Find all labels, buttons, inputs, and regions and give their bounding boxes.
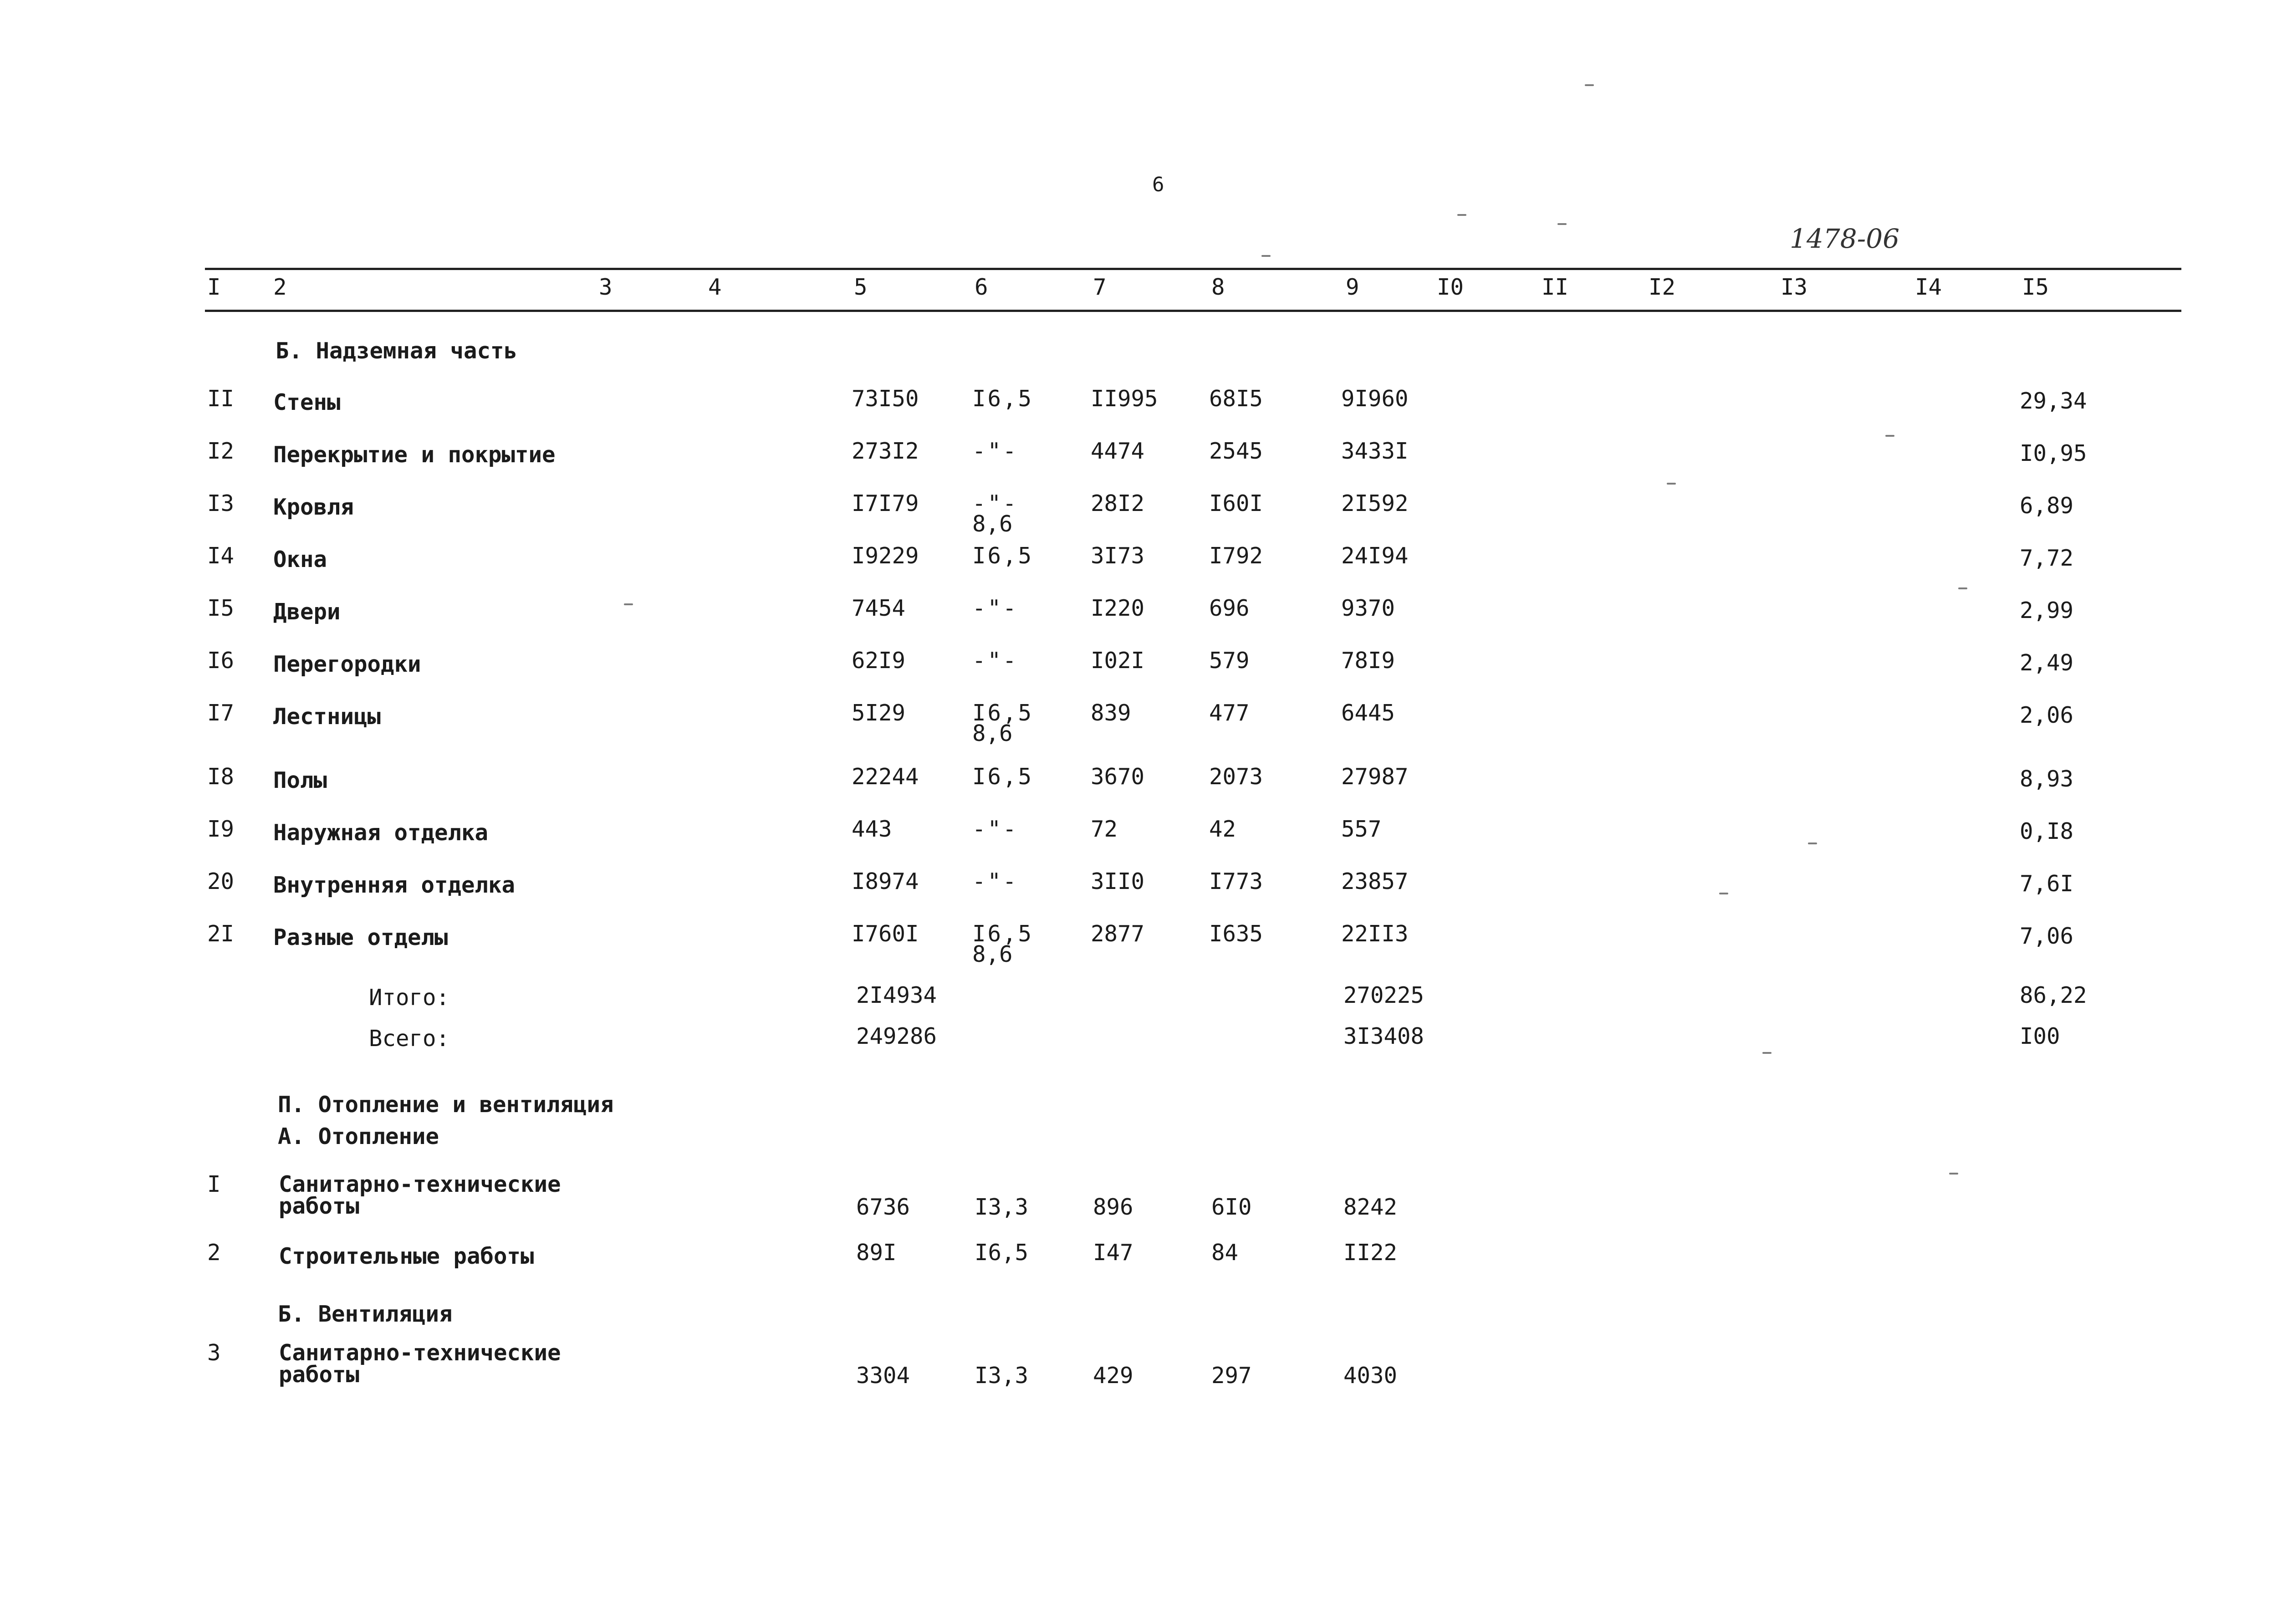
row-name: Строительные работы — [279, 1243, 534, 1269]
row-name: Окна — [273, 546, 327, 572]
col6-value: -"- — [972, 868, 1018, 894]
col5-value: 7454 — [852, 595, 906, 621]
col6-value: I6,5 — [972, 386, 1034, 412]
scan-speck — [1585, 84, 1594, 86]
row-name-continued: работы — [279, 1193, 360, 1219]
scan-speck — [1667, 483, 1676, 485]
col-header-7: 7 — [1093, 274, 1107, 300]
vsego-col5: 249286 — [856, 1023, 937, 1049]
col15-value: 0,I8 — [2020, 818, 2074, 844]
col-header-3: 3 — [599, 274, 613, 300]
col7-value: 72 — [1091, 816, 1118, 842]
row-number: II — [207, 386, 235, 412]
col9-value: 24I94 — [1341, 543, 1409, 569]
col7-value: 429 — [1093, 1363, 1133, 1389]
row-number: I2 — [207, 438, 235, 464]
row-number: I6 — [207, 648, 235, 674]
itogo-label: Итого: — [369, 985, 450, 1011]
col8-value: 2073 — [1209, 764, 1263, 790]
scan-speck — [1949, 1173, 1958, 1175]
row-number: 2I — [207, 921, 235, 947]
col8-value: I792 — [1209, 543, 1263, 569]
scan-speck — [1261, 255, 1271, 257]
col7-value: 896 — [1093, 1194, 1133, 1220]
col6-value: I3,3 — [975, 1363, 1029, 1389]
itogo-col9: 270225 — [1343, 982, 1424, 1008]
col7-value: 3I73 — [1091, 543, 1145, 569]
row-number: I — [207, 1171, 221, 1197]
scan-speck — [1457, 214, 1466, 216]
col6-value: -"- — [972, 438, 1018, 464]
col7-value: II995 — [1091, 386, 1158, 412]
col6-value: I6,5 — [975, 1240, 1029, 1266]
row-name: Стены — [273, 389, 341, 415]
scan-speck — [1762, 1052, 1772, 1054]
col7-value: 2877 — [1091, 921, 1145, 947]
itogo-col15: 86,22 — [2020, 982, 2087, 1008]
col8-value: 477 — [1209, 700, 1250, 726]
col5-value: I760I — [852, 921, 919, 947]
col15-value: 2,49 — [2020, 650, 2074, 676]
col9-value: 9370 — [1341, 595, 1395, 621]
col-header-8: 8 — [1211, 274, 1225, 300]
row-number: I9 — [207, 816, 235, 842]
col5-value: 6736 — [856, 1194, 910, 1220]
col5-value: 3304 — [856, 1363, 910, 1389]
row-name: Санитарно-технические — [279, 1340, 561, 1366]
col15-value: 2,06 — [2020, 702, 2074, 728]
col8-value: I773 — [1209, 868, 1263, 894]
col6-value: I6,5 — [972, 543, 1034, 569]
col15-value: 8,93 — [2020, 766, 2074, 792]
col6-value: I3,3 — [975, 1194, 1029, 1220]
row-name: Полы — [273, 767, 327, 793]
row-name: Двери — [273, 599, 341, 625]
col6-value: -"- — [972, 490, 1018, 516]
col-header-14: I4 — [1915, 274, 1942, 300]
col9-value: 557 — [1341, 816, 1382, 842]
col-header-11: II — [1542, 274, 1569, 300]
col5-value: 89I — [856, 1240, 897, 1266]
row-name: Наружная отделка — [273, 820, 489, 846]
col5-value: I8974 — [852, 868, 919, 894]
row-name: Санитарно-технические — [279, 1171, 561, 1197]
col-header-9: 9 — [1346, 274, 1359, 300]
col8-value: I60I — [1209, 490, 1263, 516]
col8-value: 42 — [1209, 816, 1236, 842]
col9-value: 22II3 — [1341, 921, 1409, 947]
col6-second-value: 8,6 — [972, 720, 1013, 746]
col7-value: 839 — [1091, 700, 1131, 726]
section-ventilation: Б. Вентиляция — [278, 1301, 453, 1327]
col5-value: 5I29 — [852, 700, 906, 726]
row-name: Перегородки — [273, 651, 421, 677]
col15-value: 7,06 — [2020, 923, 2074, 949]
col8-value: 696 — [1209, 595, 1250, 621]
col-header-5: 5 — [854, 274, 868, 300]
col15-value: 2,99 — [2020, 598, 2074, 623]
row-number: I7 — [207, 700, 235, 726]
header-bottom-rule — [205, 310, 2181, 312]
col-header-4: 4 — [708, 274, 722, 300]
col9-value: 78I9 — [1341, 648, 1395, 674]
col9-value: 3433I — [1341, 438, 1409, 464]
col6-value: I6,5 — [972, 764, 1034, 790]
vsego-col15: I00 — [2020, 1023, 2060, 1049]
col15-value: 29,34 — [2020, 388, 2087, 414]
col6-value: -"- — [972, 816, 1018, 842]
col6-second-value: 8,6 — [972, 511, 1013, 537]
col9-value: 4030 — [1343, 1363, 1398, 1389]
section-heating-ventilation: П. Отопление и вентиляция — [278, 1092, 614, 1118]
col5-value: 62I9 — [852, 648, 906, 674]
section-heating: А. Отопление — [278, 1124, 439, 1149]
row-name: Кровля — [273, 494, 354, 520]
col9-value: 9I960 — [1341, 386, 1409, 412]
col8-value: 6I0 — [1211, 1194, 1252, 1220]
col7-value: 3670 — [1091, 764, 1145, 790]
row-number: I5 — [207, 595, 235, 621]
col6-value: I6,5 — [972, 700, 1034, 726]
col6-value: -"- — [972, 595, 1018, 621]
col8-value: 2545 — [1209, 438, 1263, 464]
scan-speck — [1557, 223, 1567, 225]
col8-value: 84 — [1211, 1240, 1239, 1266]
col7-value: I47 — [1093, 1240, 1133, 1266]
col-header-12: I2 — [1649, 274, 1676, 300]
col7-value: 4474 — [1091, 438, 1145, 464]
col9-value: 23857 — [1341, 868, 1409, 894]
vsego-col9: 3I3408 — [1343, 1023, 1424, 1049]
scan-speck — [1719, 893, 1728, 894]
col9-value: 27987 — [1341, 764, 1409, 790]
row-name: Разные отделы — [273, 924, 448, 950]
section-above-ground: Б. Надземная часть — [276, 338, 518, 364]
col15-value: 7,6I — [2020, 871, 2074, 897]
col5-value: 443 — [852, 816, 892, 842]
vsego-label: Всего: — [369, 1026, 450, 1052]
row-name: Лестницы — [273, 704, 381, 730]
col-header-6: 6 — [975, 274, 988, 300]
col8-value: I635 — [1209, 921, 1263, 947]
col9-value: 6445 — [1341, 700, 1395, 726]
row-name: Внутренняя отделка — [273, 872, 516, 898]
col9-value: 2I592 — [1341, 490, 1409, 516]
itogo-col5: 2I4934 — [856, 982, 937, 1008]
col7-value: I02I — [1091, 648, 1145, 674]
col8-value: 297 — [1211, 1363, 1252, 1389]
row-number: 2 — [207, 1240, 221, 1266]
col-header-13: I3 — [1781, 274, 1808, 300]
header-top-rule — [205, 268, 2181, 270]
col8-value: 579 — [1209, 648, 1250, 674]
document-number: 1478-06 — [1790, 223, 1900, 254]
row-number: I8 — [207, 764, 235, 790]
scan-speck — [1808, 843, 1817, 844]
col5-value: I9229 — [852, 543, 919, 569]
scan-speck — [1958, 587, 1967, 589]
col-header-10: I0 — [1437, 274, 1464, 300]
col5-value: 73I50 — [852, 386, 919, 412]
scan-speck — [1885, 435, 1894, 437]
col-header-15: I5 — [2022, 274, 2049, 300]
col6-second-value: 8,6 — [972, 941, 1013, 967]
page-number: 6 — [1152, 173, 1164, 196]
col-header-1: I — [207, 274, 221, 300]
col5-value: I7I79 — [852, 490, 919, 516]
col9-value: II22 — [1343, 1240, 1398, 1266]
col5-value: 273I2 — [852, 438, 919, 464]
col5-value: 22244 — [852, 764, 919, 790]
col7-value: 3II0 — [1091, 868, 1145, 894]
row-name: Перекрытие и покрытие — [273, 442, 556, 468]
row-number: I3 — [207, 490, 235, 516]
col9-value: 8242 — [1343, 1194, 1398, 1220]
col6-value: I6,5 — [972, 921, 1034, 947]
col15-value: 6,89 — [2020, 493, 2074, 519]
col8-value: 68I5 — [1209, 386, 1263, 412]
col7-value: I220 — [1091, 595, 1145, 621]
col7-value: 28I2 — [1091, 490, 1145, 516]
row-number: 3 — [207, 1340, 221, 1366]
scan-speck — [624, 603, 633, 605]
col6-value: -"- — [972, 648, 1018, 674]
row-name-continued: работы — [279, 1362, 360, 1388]
row-number: 20 — [207, 868, 235, 894]
col15-value: 7,72 — [2020, 545, 2074, 571]
col-header-2: 2 — [273, 274, 287, 300]
col15-value: I0,95 — [2020, 440, 2087, 466]
row-number: I4 — [207, 543, 235, 569]
